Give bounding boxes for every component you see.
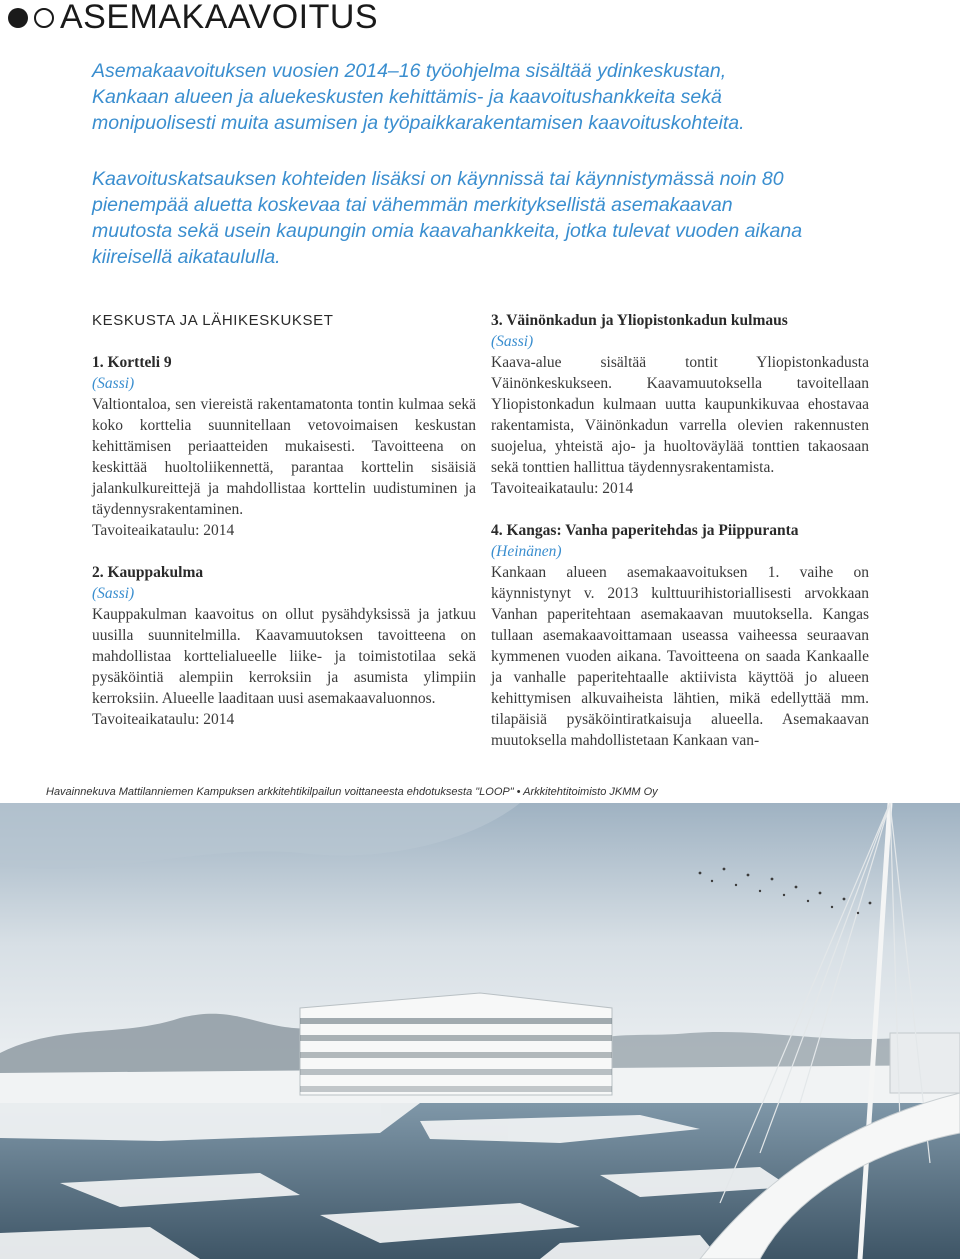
right-building bbox=[890, 1033, 960, 1093]
project-heading: 1. Kortteli 9 bbox=[92, 354, 172, 371]
section-label: KESKUSTA JA LÄHIKESKUKSET bbox=[92, 312, 334, 329]
project-schedule: Tavoiteaikataulu: 2014 bbox=[92, 522, 235, 539]
intro-paragraph-1: Asemakaavoituksen vuosien 2014–16 työohjelma sisältää ydinkeskustan, Kankaan alueen ja aluekeskusten kehittämis- ja kaavoitushankkeita sekä monipuolisesti muita asumisen ja työpaikkarakentamisen kaavoituskohteita. bbox=[92, 60, 745, 134]
intro-paragraph-2: Kaavoituskatsauksen kohteiden lisäksi on käynnissä tai käynnistymässä noin 80 pienempää aluetta koskevaa tai vähemmän merkityksellistä asemakaavan muutosta sekä usein kaupungin omia kaavahankkeita, jotka tulevat vuoden aikana kiireisellä aikataululla. bbox=[92, 168, 803, 268]
project-item bbox=[92, 562, 476, 730]
image-caption: Havainnekuva Mattilanniemen Kampuksen arkkitehtikilpailun voittaneesta ehdotuksesta "LOOP" • Arkkitehtitoimisto JKMM Oy bbox=[46, 786, 658, 798]
project-item bbox=[491, 520, 869, 751]
project-heading: 4. Kangas: Vanha paperitehdas ja Piippuranta bbox=[491, 522, 799, 539]
project-author: (Sassi) bbox=[92, 585, 135, 602]
architectural-rendering bbox=[0, 803, 960, 1259]
campus-building bbox=[300, 993, 612, 1095]
page-title: ASEMAKAAVOITUS bbox=[60, 0, 379, 36]
project-item bbox=[92, 352, 476, 541]
project-author: (Sassi) bbox=[491, 333, 534, 350]
filled-circle-icon bbox=[8, 8, 28, 28]
project-body: Kankaan alueen asemakaavoituksen 1. vaihe on käynnistynyt v. 2013 kulttuurihistoriallisesti arvokkaan Vanhan paperitehtaan asemakaavan muutoksella. Kangas tullaan asemakaavoittamaan useassa vaiheessa seuraavan kymmenen vuoden aikana. Tavoitteena on saada Kankaalle ja vanhalle paperitehtaalle aktiivista käyttöä jo alueen kehittymisen alkuvaiheista lähtien, mikä edellyttää mm. tilapäisiä pysäköintiratkaisuja alueella. Asemakaavan muutoksella mahdollistetaan Kankaan van- bbox=[491, 564, 869, 749]
project-body: Valtiontaloa, sen viereistä rakentamatonta tontin kulmaa sekä koko korttelia suunnitellaan vetovoimaisen keskustan kehittämisen periaatteiden mukaisesti. Tavoitteena on keskittää huoltoliikennettä, parantaa korttelin sisäisiä jalankulkureittejä ja mahdollistaa korttelin uudistuminen ja täydennysrakentaminen. bbox=[92, 396, 476, 518]
project-body: Kaava-alue sisältää tontit Yliopistonkadusta Väinönkeskukseen. Kaavamuutoksella tavoitellaan Yliopistonkadun kulmaan uutta kaupunkikuvaa ehostavaa rakentamista, Väinönkadun varrella olevien rakennusten suojelua, yhteistä ajo- ja huoltoväylää tonttien takaosaan sekä tonttien hallittua täydennysrakentamista. bbox=[491, 354, 869, 476]
project-author: (Sassi) bbox=[92, 375, 135, 392]
right-column bbox=[491, 310, 869, 772]
project-author: (Heinänen) bbox=[491, 543, 562, 560]
project-schedule: Tavoiteaikataulu: 2014 bbox=[491, 480, 634, 497]
page-header bbox=[0, 0, 960, 38]
project-heading: 3. Väinönkadun ja Yliopistonkadun kulmaus bbox=[491, 312, 788, 329]
left-column bbox=[92, 310, 476, 751]
project-schedule: Tavoiteaikataulu: 2014 bbox=[92, 711, 235, 728]
project-body: Kauppakulman kaavoitus on ollut pysähdyksissä ja jatkuu uusilla suunnitelmilla. Kaavamuutoksen tavoitteena on mahdollistaa korttelialueelle liike- ja toimistotilaa sekä pysäköintiä alempiin kerroksiin ja asumista ylimpiin kerroksiin. Alueelle laaditaan uusi asemakaavaluonnos. bbox=[92, 606, 476, 707]
project-item bbox=[491, 310, 869, 499]
project-heading: 2. Kauppakulma bbox=[92, 564, 204, 581]
open-circle-icon bbox=[34, 8, 54, 28]
